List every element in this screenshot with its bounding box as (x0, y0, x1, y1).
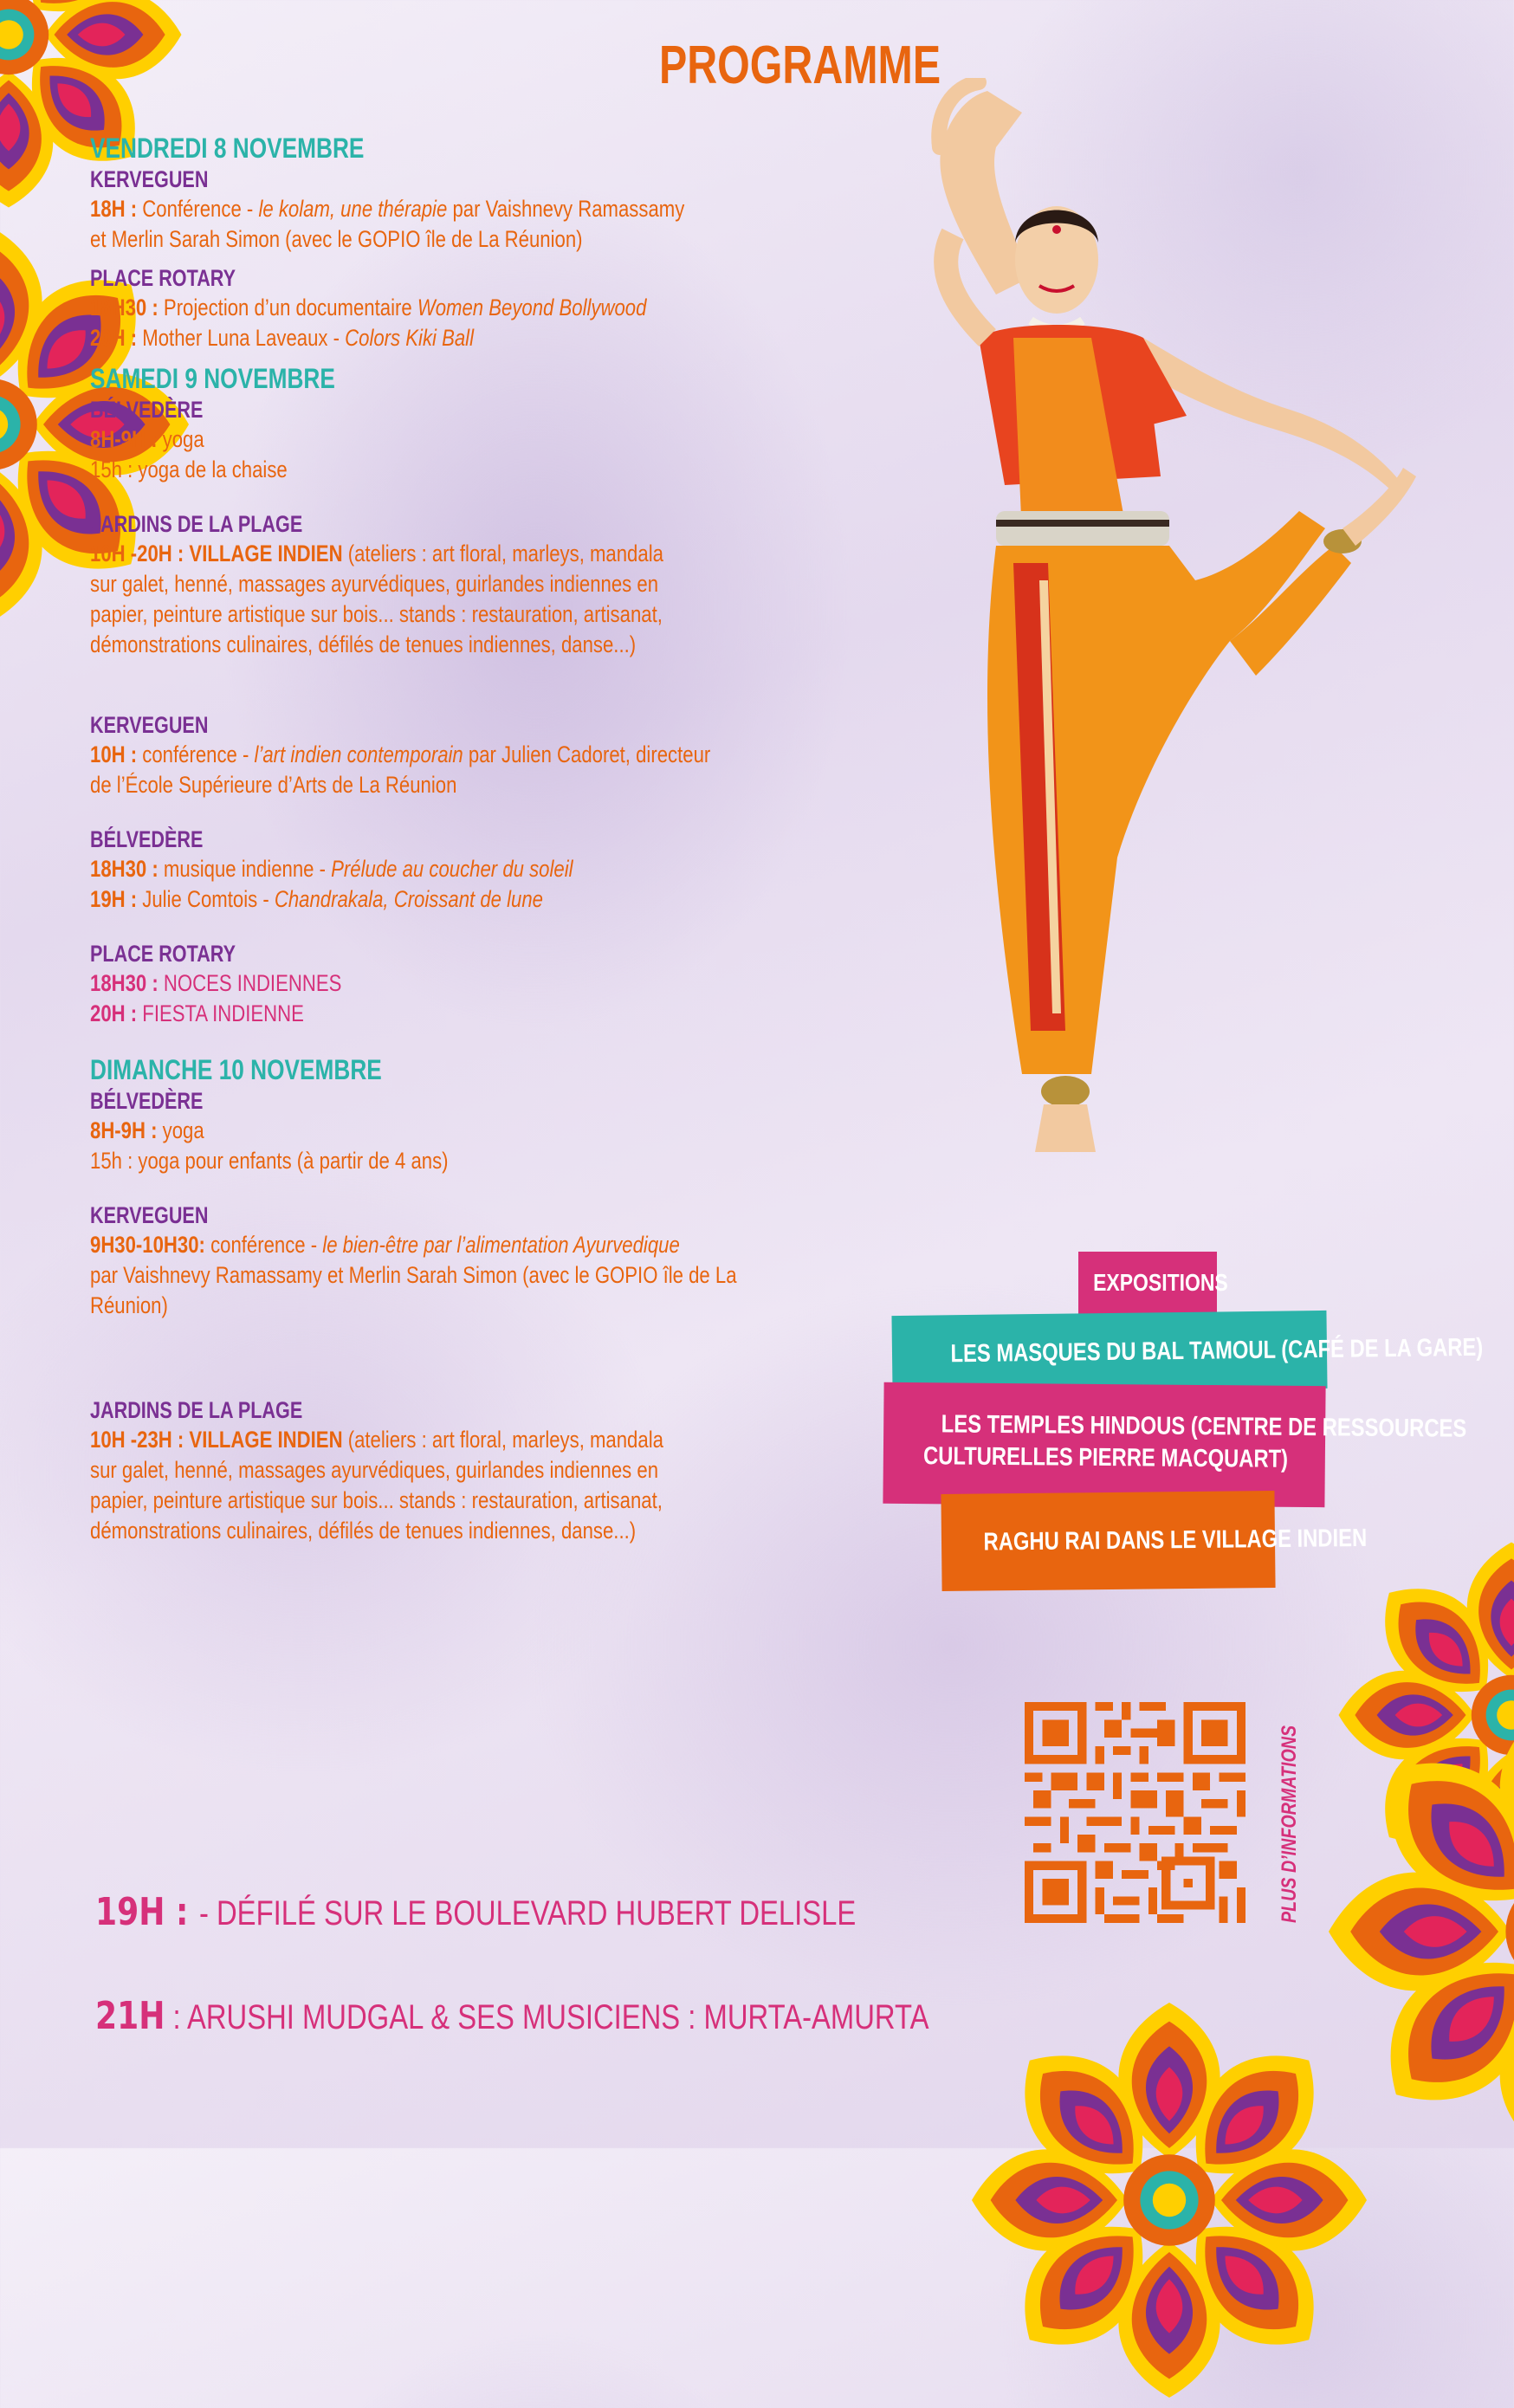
venue-heading: PLACE ROTARY (90, 265, 236, 291)
venue-heading: KERVEGUEN (90, 1202, 209, 1228)
event-item: 10H -23H : VILLAGE INDIEN (ateliers : art floral, marleys, mandala (90, 1427, 663, 1453)
event-item-continued: sur galet, henné, massages ayurvédiques, guirlandes indiennes en (90, 1457, 659, 1483)
qr-code-icon[interactable] (1025, 1702, 1245, 1923)
event-item-continued: papier, peinture artistique sur bois... stands : restauration, artisanat, (90, 601, 663, 627)
schedule (90, 132, 870, 1546)
day-heading: VENDREDI 8 NOVEMBRE (90, 133, 365, 164)
event-item-continued: et Merlin Sarah Simon (avec le GOPIO île de La Réunion) (90, 226, 583, 252)
venue-heading: BÉLVEDÈRE (90, 826, 204, 852)
event-item-continued: de l’École Supérieure d’Arts de La Réunion (90, 772, 457, 798)
venue-heading: KERVEGUEN (90, 712, 209, 738)
qr-label: PLUS D’INFORMATIONS (1278, 1725, 1301, 1923)
highlight-concert: 21H : ARUSHI MUDGAL & SES MUSICIENS : MURTA-AMURTA (95, 1994, 929, 2038)
venue-heading: JARDINS DE LA PLAGE (90, 1397, 303, 1423)
event-item: 15h : yoga pour enfants (à partir de 4 ans) (90, 1148, 449, 1174)
day-heading: SAMEDI 9 NOVEMBRE (90, 363, 335, 394)
event-item-continued: par Vaishnevy Ramassamy et Merlin Sarah Simon (avec le GOPIO île de La (90, 1262, 737, 1288)
event-item: 18H30 : Projection d’un documentaire Women Beyond Bollywood (90, 295, 647, 320)
event-item-continued: sur galet, henné, massages ayurvédiques, guirlandes indiennes en (90, 571, 659, 597)
event-item: 10H : conférence - l’art indien contemporain par Julien Cadoret, directeur (90, 741, 711, 767)
event-item-continued: papier, peinture artistique sur bois... stands : restauration, artisanat, (90, 1487, 663, 1513)
event-item: 18H : Conférence - le kolam, une thérapie par Vaishnevy Ramassamy (90, 196, 685, 222)
page-title: PROGRAMME (659, 36, 941, 95)
venue-heading: JARDINS DE LA PLAGE (90, 511, 303, 537)
event-item: 19H : Julie Comtois - Chandrakala, Croissant de lune (90, 886, 544, 912)
event-item: 18H30 : musique indienne - Prélude au coucher du soleil (90, 856, 573, 882)
event-item: 8H-9H : yoga (90, 1117, 204, 1143)
exposition-item: RAGHU RAI DANS LE VILLAGE INDIEN (941, 1491, 1275, 1591)
mandala-flower-icon (961, 1992, 1377, 2408)
event-item: 10H -20H : VILLAGE INDIEN (ateliers : art floral, marleys, mandala (90, 541, 663, 566)
highlight-parade: 19H : - DÉFILÉ SUR LE BOULEVARD HUBERT DELISLE (95, 1890, 857, 1934)
venue-heading: BÉLVEDÈRE (90, 397, 204, 423)
expositions-title: EXPOSITIONS (1078, 1252, 1217, 1314)
odissi-dancer-photo (780, 78, 1464, 1239)
exposition-item: LES TEMPLES HINDOUS (CENTRE DE RESSOURCES CULTURELLES PIERRE MACQUART) (883, 1382, 1325, 1507)
event-item: 18H30 : NOCES INDIENNES (90, 970, 342, 996)
exposition-item: LES MASQUES DU BAL TAMOUL (CAFÉ DE LA GARE) (891, 1311, 1327, 1394)
event-item: 20H : FIESTA INDIENNE (90, 1000, 304, 1026)
event-item: 15h : yoga de la chaise (90, 456, 288, 482)
event-item: 9H30-10H30: conférence - le bien-être par l’alimentation Ayurvedique (90, 1232, 680, 1258)
day-heading: DIMANCHE 10 NOVEMBRE (90, 1054, 382, 1085)
event-item: 8H-9H : yoga (90, 426, 204, 452)
venue-heading: KERVEGUEN (90, 166, 209, 192)
venue-heading: PLACE ROTARY (90, 941, 236, 967)
event-item-continued: démonstrations culinaires, défilés de tenues indiennes, danse...) (90, 631, 637, 657)
event-item-continued: Réunion) (90, 1292, 168, 1318)
venue-heading: BÉLVEDÈRE (90, 1088, 204, 1114)
event-item: 20H : Mother Luna Laveaux - Colors Kiki Ball (90, 325, 475, 351)
event-item-continued: démonstrations culinaires, défilés de tenues indiennes, danse...) (90, 1518, 637, 1544)
